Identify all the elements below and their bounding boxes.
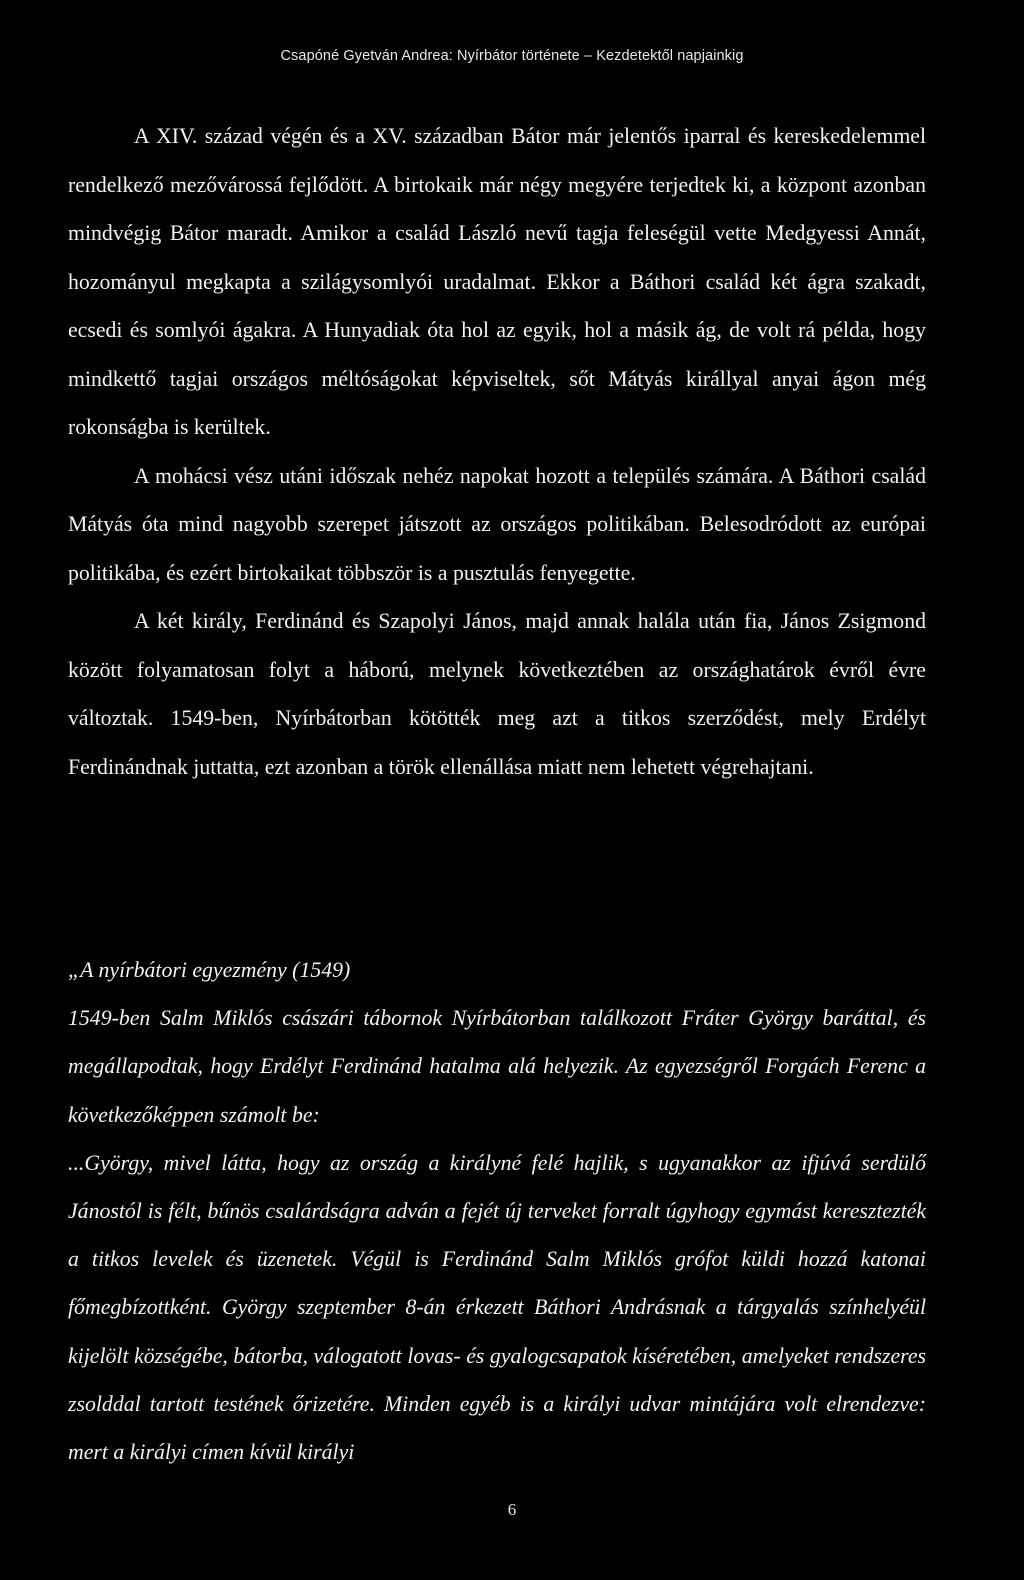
quoted-excerpt [68, 946, 926, 1476]
quote-intro: 1549-ben Salm Miklós császári tábornok Nyírbátorban találkozott Fráter György baráttal, és megállapodtak, hogy Erdélyt Ferdinánd hatalma alá helyezik. Az egyezségről Forgách Ferenc a következőképpen számolt be: [68, 1006, 926, 1127]
quote-title: „A nyírbátori egyezmény (1549) [68, 958, 351, 982]
paragraph-3: A két király, Ferdinánd és Szapolyi János, majd annak halála után fia, János Zsigmond között folyamatosan folyt a háború, melynek következtében az országhatárok évről évre változtak. 1549-ben, Nyírbátorban kötötték meg azt a titkos szerződést, mely Erdélyt Ferdinándnak juttatta, ezt azonban a török ellenállása miatt nem lehetett végrehajtani. [68, 609, 926, 779]
page-number: 6 [507, 1500, 517, 1519]
body-text [68, 112, 926, 791]
quote-excerpt: ...György, mivel látta, hogy az ország a királyné felé hajlik, s ugyanakkor az ifjúvá serdülő Jánostól is félt, bűnös csalárdságra adván a fejét új terveket forralt úgyhogy egymást keresztezték a titkos levelek és üzenetek. Végül is Ferdinánd Salm Miklós grófot küldi hozzá katonai főmegbízottként. György szeptember 8-án érkezett Báthori Andrásnak a tárgyalás színhelyéül kijelölt községébe, bátorba, válogatott lovas- és gyalogcsapatok kíséretében, amelyeket rendszeres zsolddal tartott testének őrizetére. Minden egyéb is a királyi udvar mintájára volt elrendezve: mert a királyi címen kívül királyi [68, 1150, 926, 1465]
running-header: Csapóné Gyetván Andrea: Nyírbátor története – Kezdetektől napjainkig [280, 48, 744, 64]
paragraph-2: A mohácsi vész utáni időszak nehéz napokat hozott a település számára. A Báthori család Mátyás óta mind nagyobb szerepet játszott az országos politikában. Belesodródott az európai politikába, és ezért birtokaikat többször is a pusztulás fenyegette. [68, 463, 926, 585]
paragraph-1: A XIV. század végén és a XV. században Bátor már jelentős iparral és kereskedelemmel rendelkező mezővárossá fejlődött. A birtokaik már négy megyére terjedtek ki, a központ azonban mindvégig Bátor maradt. Amikor a család László nevű tagja feleségül vette Medgyessi Annát, hozományul megkapta a szilágysomlyói uradalmat. Ekkor a Báthori család két ágra szakadt, ecsedi és somlyói ágakra. A Hunyadiak óta hol az egyik, hol a másik ág, de volt rá példa, hogy mindkettő tagjai országos méltóságokat képviseltek, sőt Mátyás királlyal anyai ágon még rokonságba is kerültek. [68, 124, 926, 439]
